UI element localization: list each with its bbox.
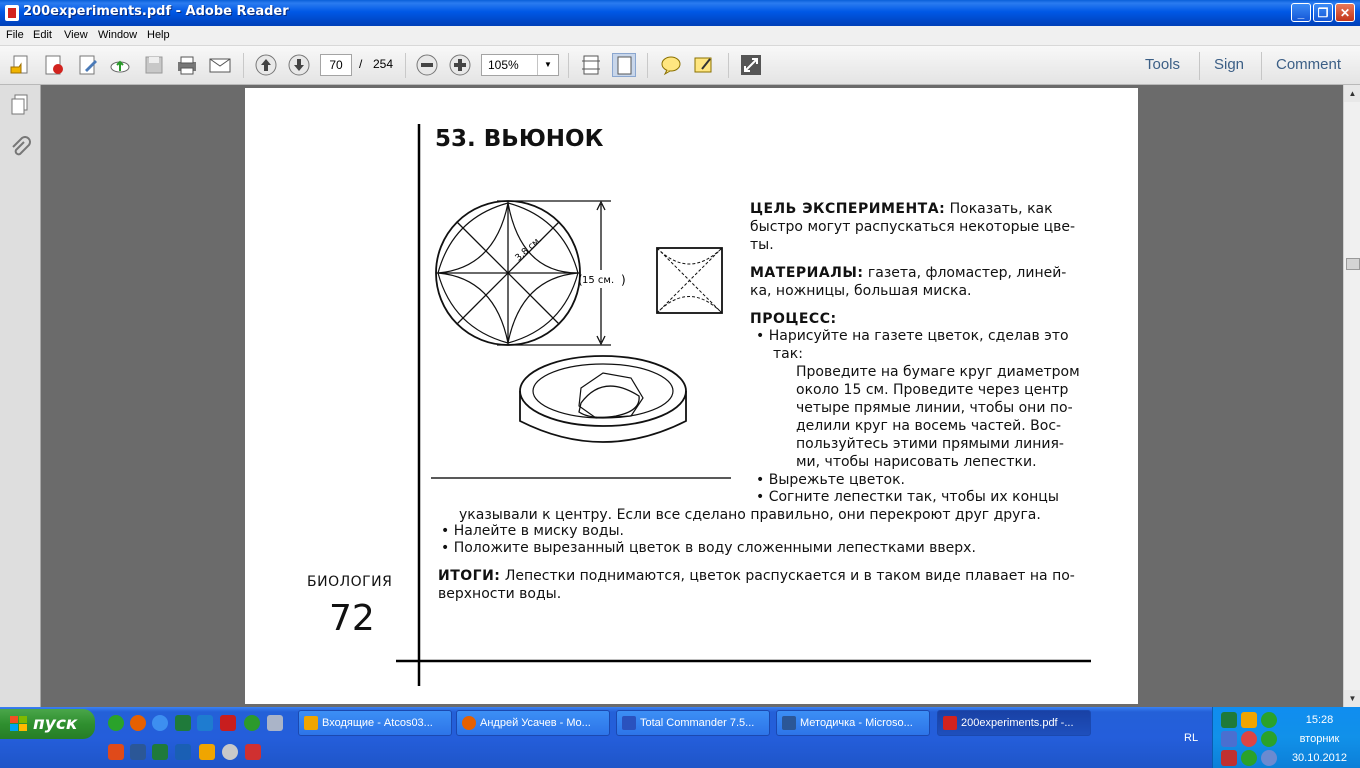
next-page-icon[interactable] bbox=[287, 53, 311, 77]
close-button[interactable] bbox=[1335, 3, 1355, 22]
start-button[interactable] bbox=[0, 709, 95, 739]
menu-edit[interactable]: Edit bbox=[33, 29, 52, 41]
process-line: пользуйтесь этими прямыми линия- bbox=[796, 436, 1064, 452]
tray-display-icon[interactable] bbox=[1221, 731, 1237, 747]
materials-line-1: МАТЕРИАЛЫ: газета, фломастер, линей- bbox=[750, 265, 1067, 281]
utorrent-icon[interactable] bbox=[108, 715, 124, 731]
office-icon[interactable] bbox=[108, 744, 124, 760]
previous-page-icon[interactable] bbox=[254, 53, 278, 77]
svg-text:): ) bbox=[621, 273, 626, 287]
title-bar[interactable] bbox=[0, 0, 1360, 26]
minimize-button[interactable] bbox=[1291, 3, 1311, 22]
section-label: БИОЛОГИЯ bbox=[307, 574, 393, 590]
fullscreen-icon[interactable] bbox=[739, 53, 763, 77]
comment-bubble-icon[interactable] bbox=[659, 53, 683, 77]
process-line: • Вырежьте цветок. bbox=[756, 472, 905, 488]
firefox-icon bbox=[462, 716, 476, 730]
tray-security-icon[interactable] bbox=[1261, 750, 1277, 766]
windows-logo-icon bbox=[10, 716, 28, 732]
task-word[interactable]: Методичка - Microso... bbox=[776, 710, 930, 736]
scroll-thumb[interactable] bbox=[1346, 258, 1360, 270]
process-line: • Налейте в миску воды. bbox=[441, 523, 624, 539]
menu-bar bbox=[0, 26, 1360, 46]
print-icon[interactable] bbox=[175, 53, 199, 77]
clock[interactable] bbox=[1292, 711, 1347, 768]
height-label: 15 см. bbox=[582, 275, 615, 286]
task-outlook[interactable]: Входящие - Atcos03... bbox=[298, 710, 452, 736]
ie-icon[interactable] bbox=[152, 715, 168, 731]
calculator-icon[interactable] bbox=[267, 715, 283, 731]
lightning-icon[interactable] bbox=[175, 744, 191, 760]
total-commander-icon bbox=[622, 716, 636, 730]
total-pages: 254 bbox=[373, 57, 394, 71]
comment-link[interactable]: Comment bbox=[1276, 56, 1342, 73]
sign-link[interactable]: Sign bbox=[1214, 56, 1245, 73]
menu-file[interactable]: File bbox=[6, 29, 24, 41]
total-commander-quick-icon[interactable] bbox=[220, 715, 236, 731]
taskbar bbox=[0, 707, 1360, 768]
vertical-scrollbar[interactable] bbox=[1343, 85, 1360, 707]
navigation-pane bbox=[0, 85, 41, 707]
excel-icon[interactable] bbox=[175, 715, 191, 731]
open-icon[interactable] bbox=[9, 53, 33, 77]
fit-width-icon[interactable] bbox=[612, 53, 636, 77]
materials-label: МАТЕРИАЛЫ: bbox=[750, 265, 864, 281]
fit-page-icon[interactable] bbox=[579, 53, 603, 77]
clock-time: 15:28 bbox=[1305, 714, 1334, 726]
svg-text:(: ( bbox=[578, 273, 583, 287]
tray-utorrent-icon[interactable] bbox=[1241, 750, 1257, 766]
process-line: • Положите вырезанный цветок в воду сложенными лепестками вверх. bbox=[441, 540, 976, 556]
toolbar bbox=[0, 46, 1360, 85]
page-thumbnails-icon[interactable] bbox=[8, 93, 32, 117]
tray-outlook-icon[interactable] bbox=[1241, 712, 1257, 728]
flower-diagram bbox=[431, 198, 731, 463]
goal-label: ЦЕЛЬ ЭКСПЕРИМЕНТА: bbox=[750, 201, 946, 217]
process-line: делили круг на восемь частей. Вос- bbox=[796, 418, 1062, 434]
menu-window[interactable]: Window bbox=[98, 29, 138, 41]
create-pdf-icon[interactable] bbox=[42, 53, 66, 77]
menu-help[interactable]: Help bbox=[147, 29, 170, 41]
media-player-icon[interactable] bbox=[244, 715, 260, 731]
zoom-in-icon[interactable] bbox=[448, 53, 472, 77]
zoom-select[interactable] bbox=[481, 54, 559, 76]
diameter-label: 3,8 см. bbox=[513, 234, 545, 264]
process-line: указывали к центру. Если все сделано правильно, они перекроют друг друга. bbox=[459, 507, 1041, 523]
clock-weekday: вторник bbox=[1299, 733, 1340, 745]
process-line: около 15 см. Проведите через центр bbox=[796, 382, 1069, 398]
tray-update-icon[interactable] bbox=[1261, 731, 1277, 747]
outlook-quick-icon[interactable] bbox=[199, 744, 215, 760]
task-firefox[interactable]: Андрей Усачев - Mo... bbox=[456, 710, 610, 736]
task-adobe-reader[interactable]: 200experiments.pdf -... bbox=[937, 710, 1091, 736]
tray-volume-icon[interactable] bbox=[1221, 750, 1237, 766]
save-icon[interactable] bbox=[142, 53, 166, 77]
tray-network-icon[interactable] bbox=[1261, 712, 1277, 728]
goal-line-1: ЦЕЛЬ ЭКСПЕРИМЕНТА: Показать, как bbox=[750, 201, 1053, 217]
adobe-reader-icon bbox=[943, 716, 957, 730]
word-icon bbox=[782, 716, 796, 730]
cd-icon[interactable] bbox=[222, 744, 238, 760]
excel-quick-icon[interactable] bbox=[152, 744, 168, 760]
page-number-input[interactable]: 70 bbox=[320, 54, 352, 76]
start-label: пуск bbox=[33, 714, 78, 734]
word-quick-icon[interactable] bbox=[130, 744, 146, 760]
results-line-1: ИТОГИ: Лепестки поднимаются, цветок распускается и в таком виде плавает на по- bbox=[438, 568, 1075, 584]
results-line-2: верхности воды. bbox=[438, 586, 562, 602]
process-line: ми, чтобы нарисовать лепестки. bbox=[796, 454, 1037, 470]
experiment-heading: 53. ВЬЮНОК bbox=[435, 126, 604, 152]
process-line: • Нарисуйте на газете цветок, сделав это bbox=[756, 328, 1069, 344]
task-total-commander[interactable]: Total Commander 7.5... bbox=[616, 710, 770, 736]
tray-excel-icon[interactable] bbox=[1221, 712, 1237, 728]
email-icon[interactable] bbox=[208, 53, 232, 77]
process-line: так: bbox=[773, 346, 803, 362]
materials-line-2: ка, ножницы, большая миска. bbox=[750, 283, 972, 299]
page-separator: / bbox=[359, 57, 363, 71]
zoom-value: 105% bbox=[488, 58, 519, 72]
edit-document-icon[interactable] bbox=[76, 53, 100, 77]
goal-line-2: быстро могут распускаться некоторые цве- bbox=[750, 219, 1076, 235]
clock-date: 30.10.2012 bbox=[1291, 752, 1347, 764]
outlook-icon bbox=[304, 716, 318, 730]
results-label: ИТОГИ: bbox=[438, 568, 501, 584]
firefox-icon[interactable] bbox=[130, 715, 146, 731]
menu-view[interactable]: View bbox=[64, 29, 88, 41]
attachments-paperclip-icon[interactable] bbox=[8, 136, 32, 160]
scroll-up-icon[interactable]: ▲ bbox=[1344, 85, 1360, 102]
maximize-icon: ❐ bbox=[1317, 6, 1329, 20]
goal-line-3: ты. bbox=[750, 237, 774, 253]
highlight-icon[interactable] bbox=[692, 53, 716, 77]
tray-antivirus-icon[interactable] bbox=[1241, 731, 1257, 747]
network-icon[interactable] bbox=[197, 715, 213, 731]
process-line: Проведите на бумаге круг диаметром bbox=[796, 364, 1080, 380]
upload-cloud-icon[interactable] bbox=[108, 53, 132, 77]
tools-link[interactable]: Tools bbox=[1145, 56, 1181, 73]
system-tray bbox=[1212, 707, 1360, 768]
minimize-icon: _ bbox=[1297, 6, 1305, 20]
document-page[interactable] bbox=[245, 88, 1138, 704]
process-line: четыре прямые линии, чтобы они по- bbox=[796, 400, 1073, 416]
zoom-out-icon[interactable] bbox=[415, 53, 439, 77]
close-icon: ✕ bbox=[1339, 6, 1351, 20]
scroll-down-icon[interactable]: ▼ bbox=[1344, 690, 1360, 707]
adobe-reader-icon bbox=[5, 5, 19, 21]
maximize-button[interactable] bbox=[1313, 3, 1333, 22]
paint-icon[interactable] bbox=[245, 744, 261, 760]
page-number: 72 bbox=[329, 598, 375, 639]
window-title: 200experiments.pdf - Adobe Reader bbox=[23, 4, 289, 19]
chevron-down-icon[interactable]: ▼ bbox=[537, 55, 558, 75]
process-label: ПРОЦЕСС: bbox=[750, 311, 837, 327]
language-indicator[interactable]: RL bbox=[1184, 732, 1199, 744]
process-line: • Согните лепестки так, чтобы их концы bbox=[756, 489, 1059, 505]
